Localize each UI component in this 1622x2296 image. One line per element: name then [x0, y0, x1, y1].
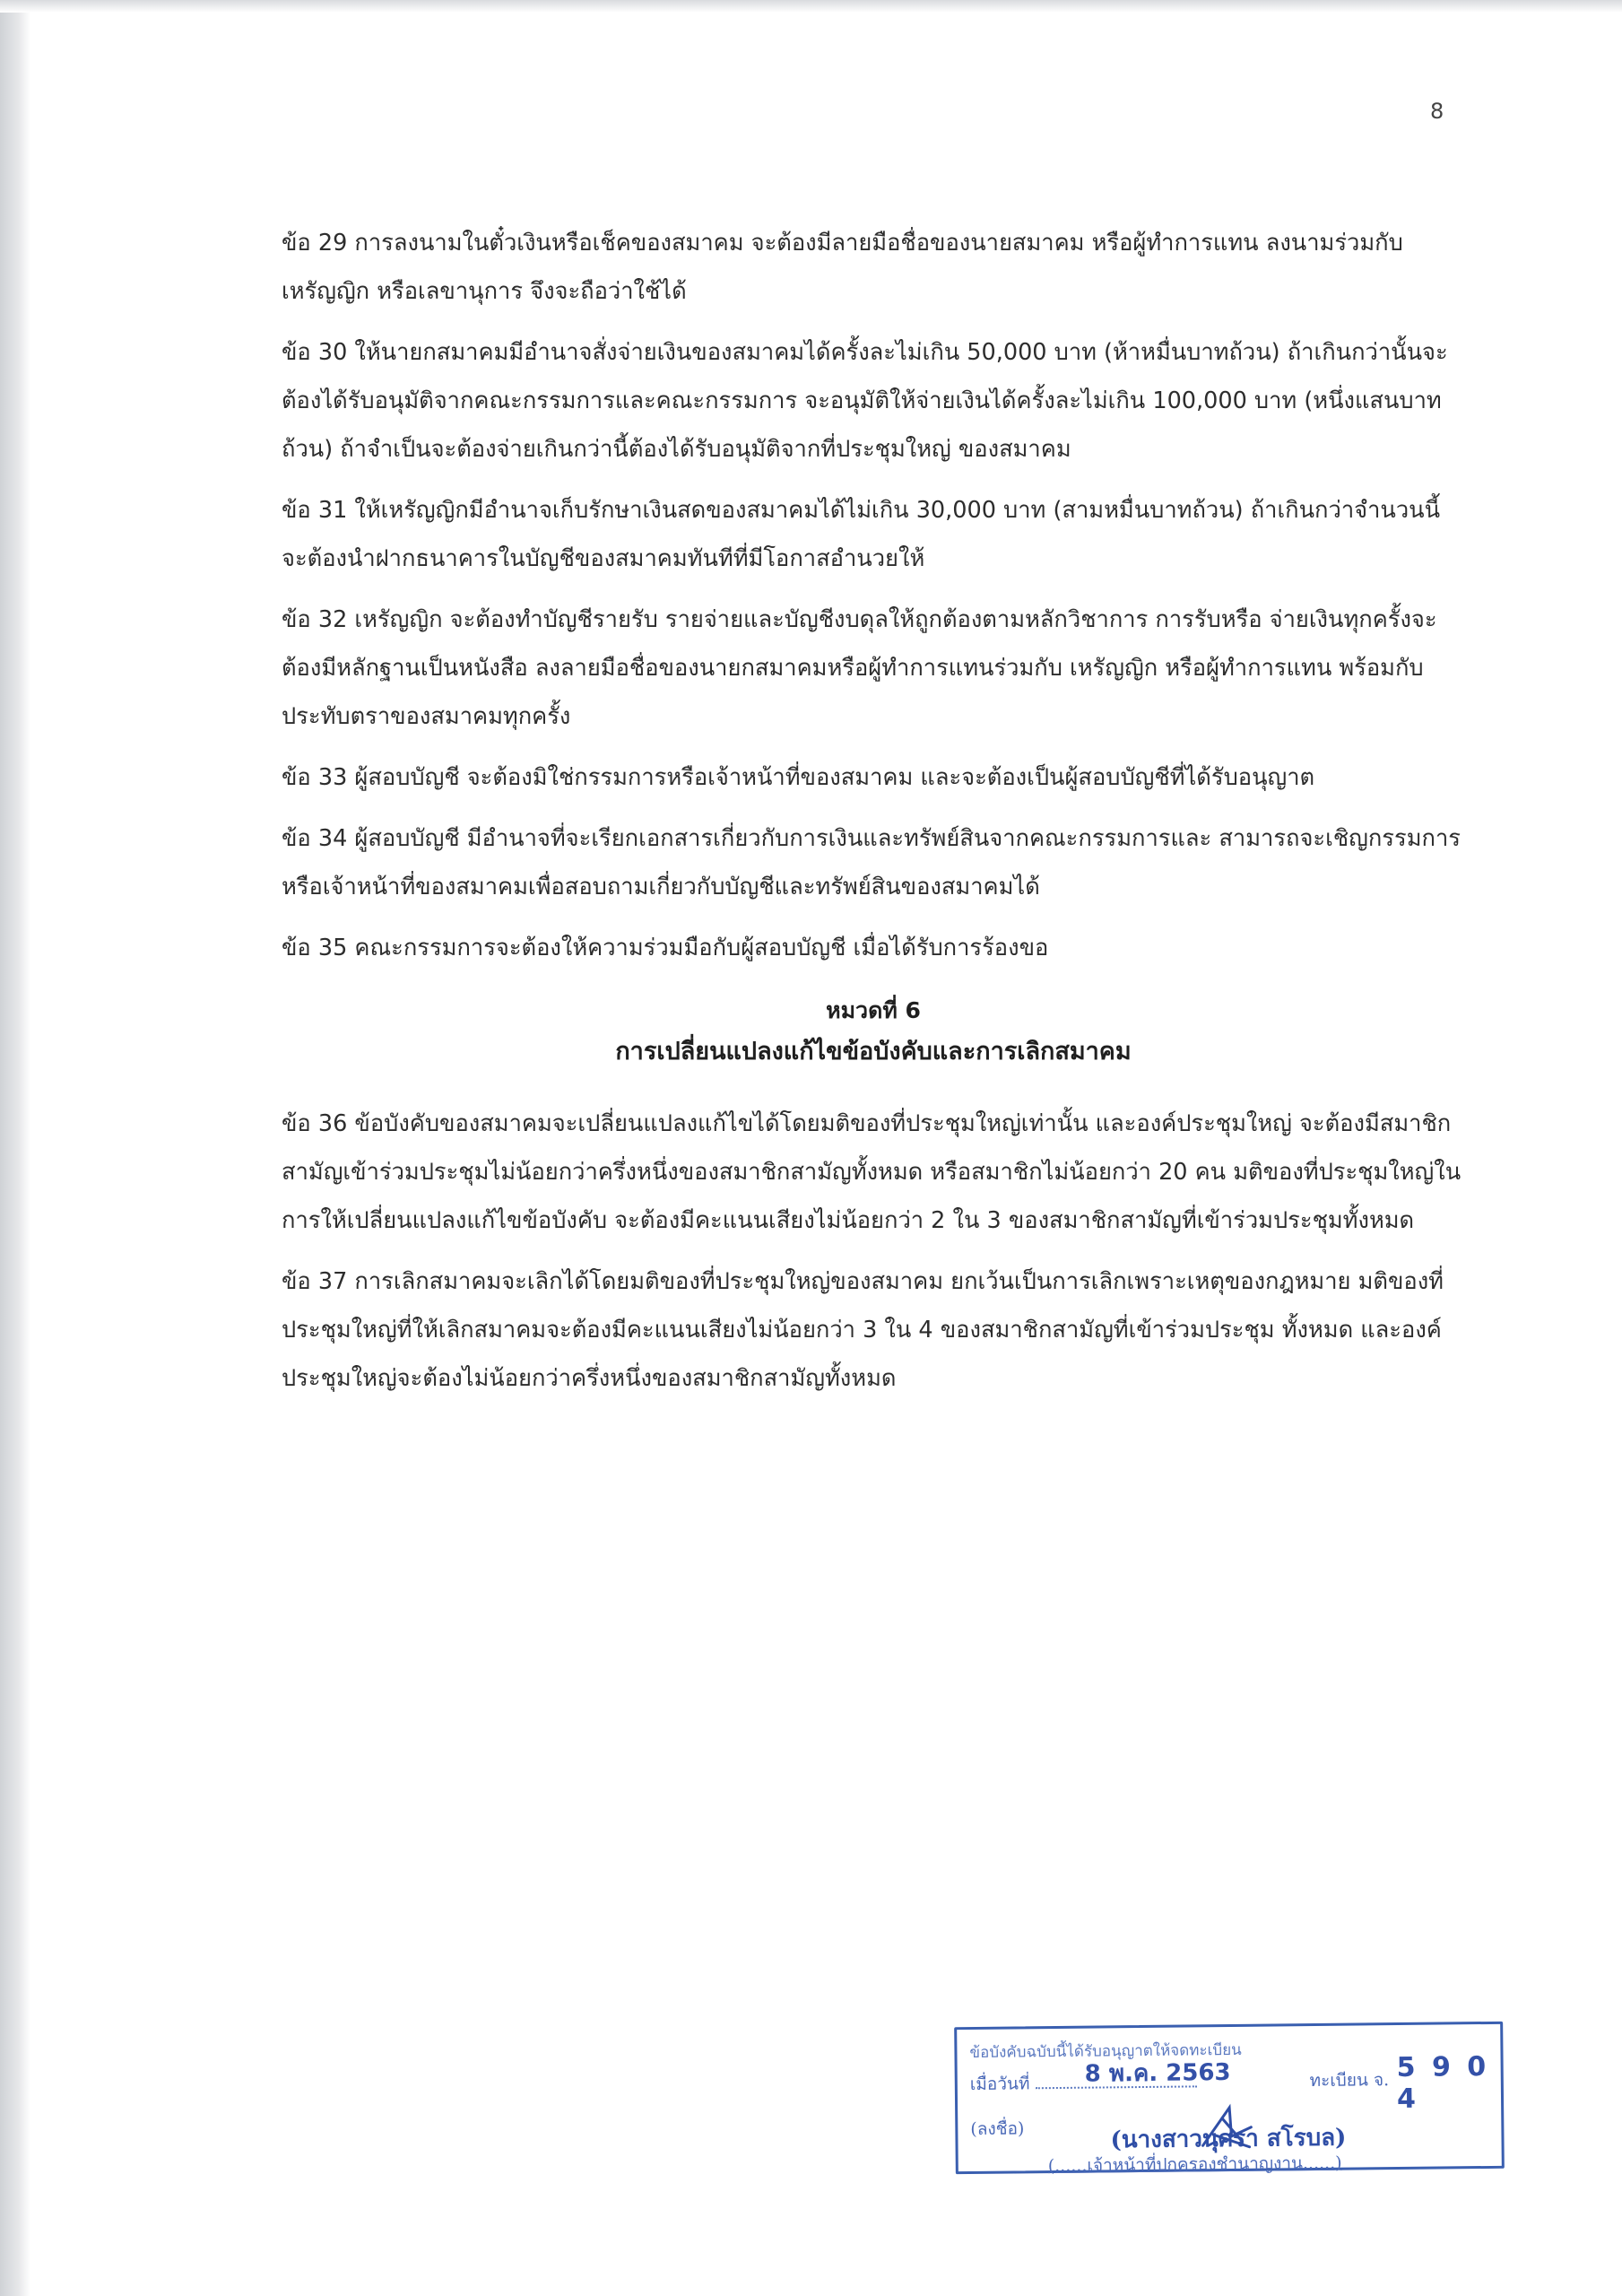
stamp-sign-label: (ลงชื่อ) [970, 2118, 1025, 2140]
clause-33: ข้อ 33 ผู้สอบบัญชี จะต้องมิใช่กรรมการหรือเจ้าหน้าที่ของสมาคม และจะต้องเป็นผู้สอบบัญชีที่ได้รับอนุญาต [282, 764, 1315, 791]
registration-stamp [954, 2022, 1505, 2177]
clause-29: ข้อ 29 การลงนามในตั๋วเงินหรือเช็คของสมาคม จะต้องมีลายมือชื่อของนายสมาคม หรือผู้ทำการแทน ลงนามร่วมกับเหรัญญิก หรือเลขานุการ จึงจะถือว่าใช้ได้ [282, 230, 1403, 305]
stamp-registration-number: 5 9 0 4 [1396, 2050, 1490, 2116]
clause-36: ข้อ 36 ข้อบังคับของสมาคมจะเปลี่ยนแปลงแก้ไขได้โดยมติของที่ประชุมใหญ่เท่านั้น และองค์ประชุมใหญ่ จะต้องมีสมาชิกสามัญเข้าร่วมประชุมไม่น้อยกว่าครึ่งหนึ่งของสมาชิกสามัญทั้งหมด หรือสมาชิกไม่น้อยกว่า 20 คน มติของที่ประชุมใหญ่ในการให้เปลี่ยนแปลงแก้ไขข้อบังคับ จะต้องมีคะแนนเสียงไม่น้อยกว่า 2 ใน 3 ของสมาชิกสามัญที่เข้าร่วมประชุมทั้งหมด [282, 1110, 1462, 1234]
scan-top-shadow [0, 0, 1622, 13]
clause-30: ข้อ 30 ให้นายกสมาคมมีอำนาจสั่งจ่ายเงินของสมาคมได้ครั้งละไม่เกิน 50,000 บาท (ห้าหมื่นบาทถ้วน) ถ้าเกินกว่านั้นจะต้องได้รับอนุมัติจากคณะกรรมการและคณะกรรมการ จะอนุมัติให้จ่ายเงินได้ครั้งละไม่เกิน 100,000 บาท (หนึ่งแสนบาทถ้วน) ถ้าจำเป็นจะต้องจ่ายเกินกว่านี้ต้องได้รับอนุมัติจากที่ประชุมใหญ่ ของสมาคม [282, 339, 1448, 463]
section-number: หมวดที่ 6 [826, 997, 921, 1023]
clause-35: ข้อ 35 คณะกรรมการจะต้องให้ความร่วมมือกับผู้สอบบัญชี เมื่อได้รับการร้องขอ [282, 935, 1049, 961]
section-heading [282, 990, 1465, 1073]
stamp-officer-name: (นางสาวนุศรา สโรบล) [1110, 2124, 1347, 2154]
scan-edge-shadow [0, 0, 30, 2296]
stamp-approval-text: ข้อบังคับฉบับนี้ได้รับอนุญาตให้จดทะเบียน [969, 2040, 1242, 2063]
clause-31: ข้อ 31 ให้เหรัญญิกมีอำนาจเก็บรักษาเงินสดของสมาคมได้ไม่เกิน 30,000 บาท (สามหมื่นบาทถ้วน) ถ้าเกินกว่าจำนวนนี้จะต้องนำฝากธนาคารในบัญชีของสมาคมทันทีที่มีโอกาสอำนวยให้ [282, 497, 1441, 572]
stamp-date-label: เมื่อวันที่ [969, 2074, 1030, 2095]
document-body [282, 219, 1465, 1415]
clause-32: ข้อ 32 เหรัญญิก จะต้องทำบัญชีรายรับ รายจ่ายและบัญชีงบดุลให้ถูกต้องตามหลักวิชาการ การรับหรือ จ่ายเงินทุกครั้งจะต้องมีหลักฐานเป็นหนังสือ ลงลายมือชื่อของนายกสมาคมหรือผู้ทำการแทนร่วมกับ เหรัญญิก หรือผู้ทำการแทน พร้อมกับประทับตราของสมาคมทุกครั้ง [282, 606, 1437, 730]
stamp-date: 8 พ.ค. 2563 [1084, 2058, 1231, 2088]
stamp-reg-label: ทะเบียน จ. [1309, 2070, 1390, 2092]
section-title: การเปลี่ยนแปลงแก้ไขข้อบังคับและการเลิกสมาคม [615, 1038, 1132, 1065]
clause-34: ข้อ 34 ผู้สอบบัญชี มีอำนาจที่จะเรียกเอกสารเกี่ยวกับการเงินและทรัพย์สินจากคณะกรรมการและ สามารถจะเชิญกรรมการ หรือเจ้าหน้าที่ของสมาคมเพื่อสอบถามเกี่ยวกับบัญชีและทรัพย์สินของสมาคมได้ [282, 825, 1461, 900]
page-number: 8 [1430, 99, 1444, 124]
stamp-officer-position: (......เจ้าหน้าที่ปกครองชำนาญงาน......) [1047, 2152, 1342, 2177]
clause-37: ข้อ 37 การเลิกสมาคมจะเลิกได้โดยมติของที่ประชุมใหญ่ของสมาคม ยกเว้นเป็นการเลิกเพราะเหตุของกฎหมาย มติของที่ประชุมใหญ่ที่ให้เลิกสมาคมจะต้องมีคะแนนเสียงไม่น้อยกว่า 3 ใน 4 ของสมาชิกสามัญที่เข้าร่วมประชุม ทั้งหมด และองค์ประชุมใหญ่จะต้องไม่น้อยกว่าครึ่งหนึ่งของสมาชิกสามัญทั้งหมด [282, 1268, 1444, 1392]
